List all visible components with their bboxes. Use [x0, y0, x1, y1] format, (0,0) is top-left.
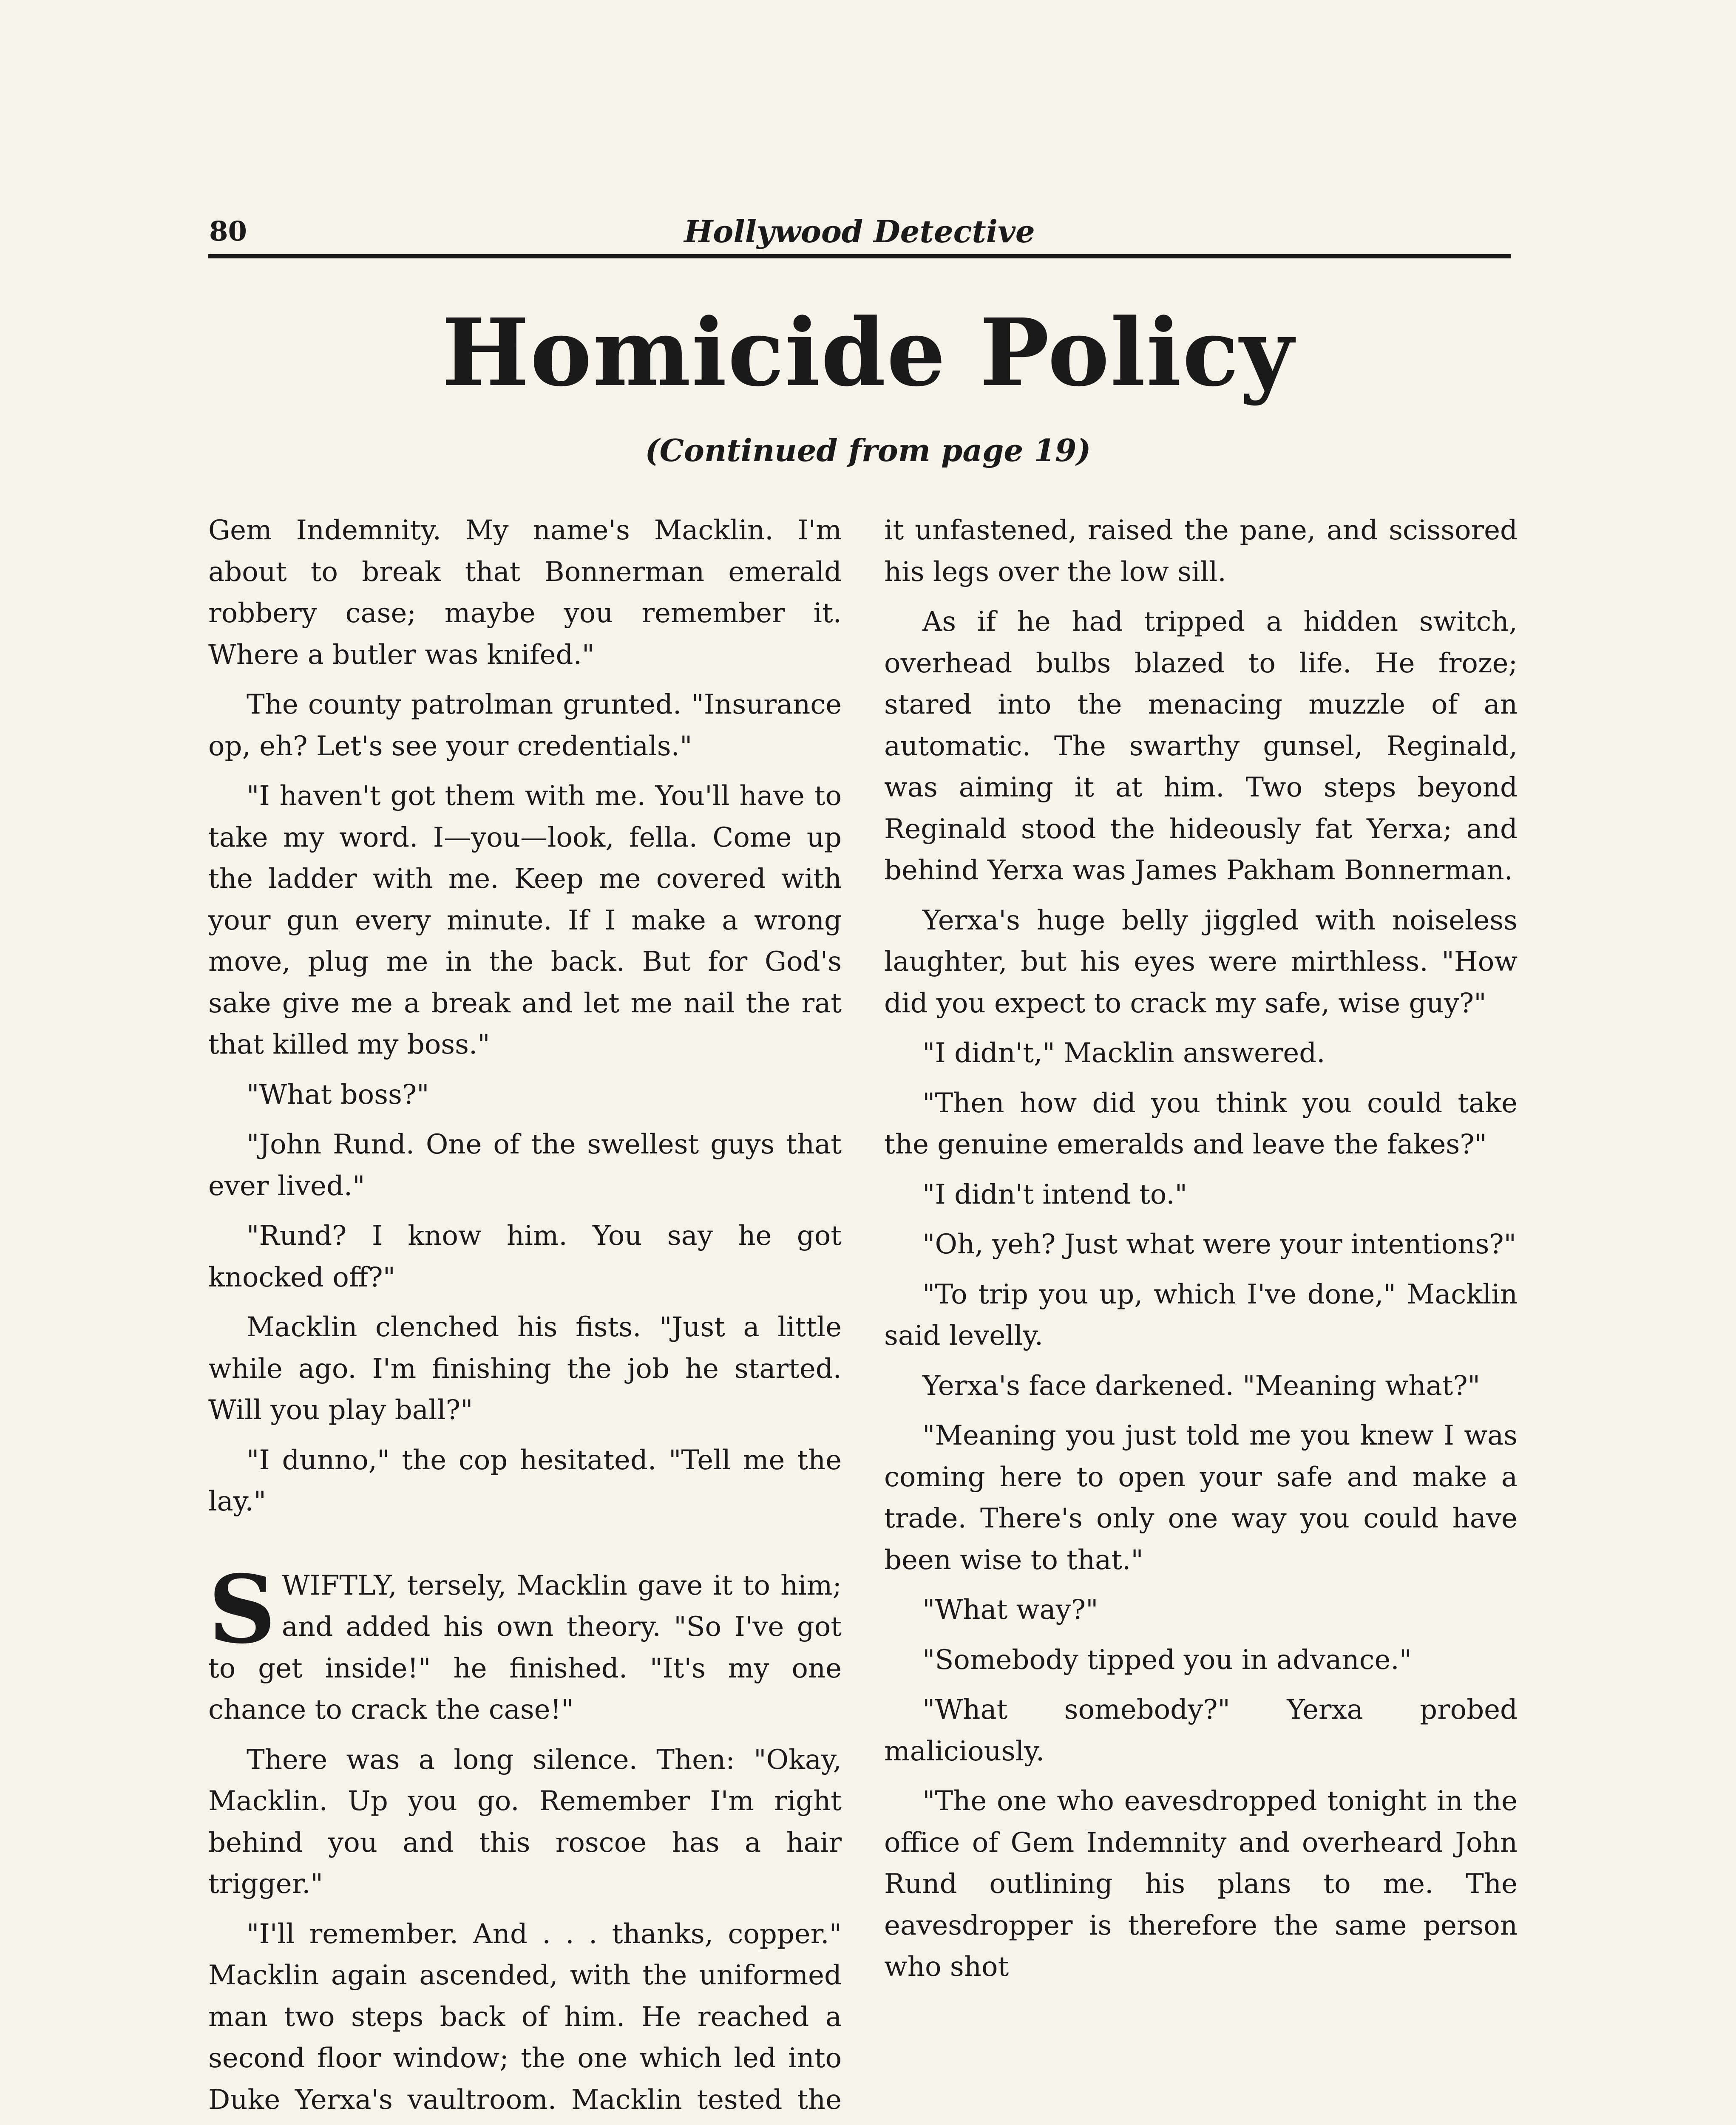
- header-rule: [208, 254, 1511, 258]
- paragraph: "I didn't intend to.": [922, 1179, 1188, 1210]
- left-column: [208, 510, 842, 2125]
- continued-note: (Continued from page 19): [645, 432, 1091, 468]
- paragraph: "What boss?": [247, 1079, 429, 1111]
- paragraph: "Rund? I know him. You say he got knocked off?": [208, 1220, 842, 1293]
- dropcap-paragraph: [208, 1554, 842, 1731]
- paragraph: "What way?": [922, 1594, 1098, 1626]
- paragraph: Yerxa's huge belly jiggled with noiseless laughter, but his eyes were mirthless. "How did you expect to crack my safe, wise guy?": [884, 904, 1518, 1019]
- running-title: Hollywood Detective: [684, 213, 1035, 249]
- paragraph: "To trip you up, which I've done," Macklin said levelly.: [884, 1278, 1518, 1352]
- paragraph: "What somebody?" Yerxa probed maliciously.: [884, 1694, 1518, 1767]
- paragraph: "Somebody tipped you in advance.": [922, 1644, 1412, 1676]
- paragraph: "I haven't got them with me. You'll have to take my word. I—you—look, fella. Come up the ladder with me. Keep me covered with your gun every minute. If I make a wrong move, plug me in the back. But for God's sake give me a break and let me nail the rat that killed my boss.": [208, 780, 842, 1060]
- drop-cap: S: [208, 1554, 276, 1664]
- paragraph: Yerxa's face darkened. "Meaning what?": [922, 1370, 1481, 1402]
- paragraph: "I didn't," Macklin answered.: [922, 1037, 1325, 1069]
- paragraph: There was a long silence. Then: "Okay, Macklin. Up you go. Remember I'm right behind you and this roscoe has a hair trigger.": [208, 1744, 842, 1900]
- section-break: [208, 1531, 842, 1565]
- paragraph: "I dunno," the cop hesitated. "Tell me the lay.": [208, 1444, 842, 1517]
- page-header: [209, 212, 1510, 251]
- paragraph: "The one who eavesdropped tonight in the office of Gem Indemnity and overheard John Rund outlining his plans to me. The eavesdropper is therefore the same person who shot: [884, 1785, 1518, 1983]
- paragraph: "I'll remember. And . . . thanks, copper." Macklin again ascended, with the uniformed man two steps back of him. He reached a second floor window; the one which led into Duke Yerxa's vaultroom. Macklin tested the: [208, 1918, 842, 2116]
- story-title: Homicide Policy: [442, 298, 1294, 407]
- paragraph: "Meaning you just told me you knew I was coming here to open your safe and make a trade. There's only one way you could have been wise to that.": [884, 1420, 1518, 1576]
- dropcap-paragraph-text: WIFTLY, tersely, Macklin gave it to him; and added his own theory. "So I've got to get inside!" he finished. "It's my one chance to crack the case!": [208, 1570, 842, 1726]
- right-column: [884, 510, 1518, 1997]
- paragraph: "John Rund. One of the swellest guys that ever lived.": [208, 1129, 842, 1202]
- paragraph: As if he had tripped a hidden switch, overhead bulbs blazed to life. He froze; stared into the menacing muzzle of an automatic. The swarthy gunsel, Reginald, was aiming it at him. Two steps beyond Reginald stood the hideously fat Yerxa; and behind Yerxa was James Pakham Bonnerman.: [884, 606, 1518, 886]
- paragraph: it unfastened, raised the pane, and scissored his legs over the low sill.: [884, 515, 1518, 588]
- paragraph: "Then how did you think you could take the genuine emeralds and leave the fakes?": [884, 1087, 1518, 1160]
- paragraph: The county patrolman grunted. "Insurance op, eh? Let's see your credentials.": [208, 689, 842, 762]
- paragraph: "Oh, yeh? Just what were your intentions?": [922, 1229, 1517, 1260]
- page-number: 80: [209, 215, 247, 247]
- paragraph: Macklin clenched his fists. "Just a little while ago. I'm finishing the job he started. Will you play ball?": [208, 1312, 842, 1426]
- paragraph: Gem Indemnity. My name's Macklin. I'm about to break that Bonnerman emerald robbery case; maybe you remember it. Where a butler was knifed.": [208, 515, 842, 671]
